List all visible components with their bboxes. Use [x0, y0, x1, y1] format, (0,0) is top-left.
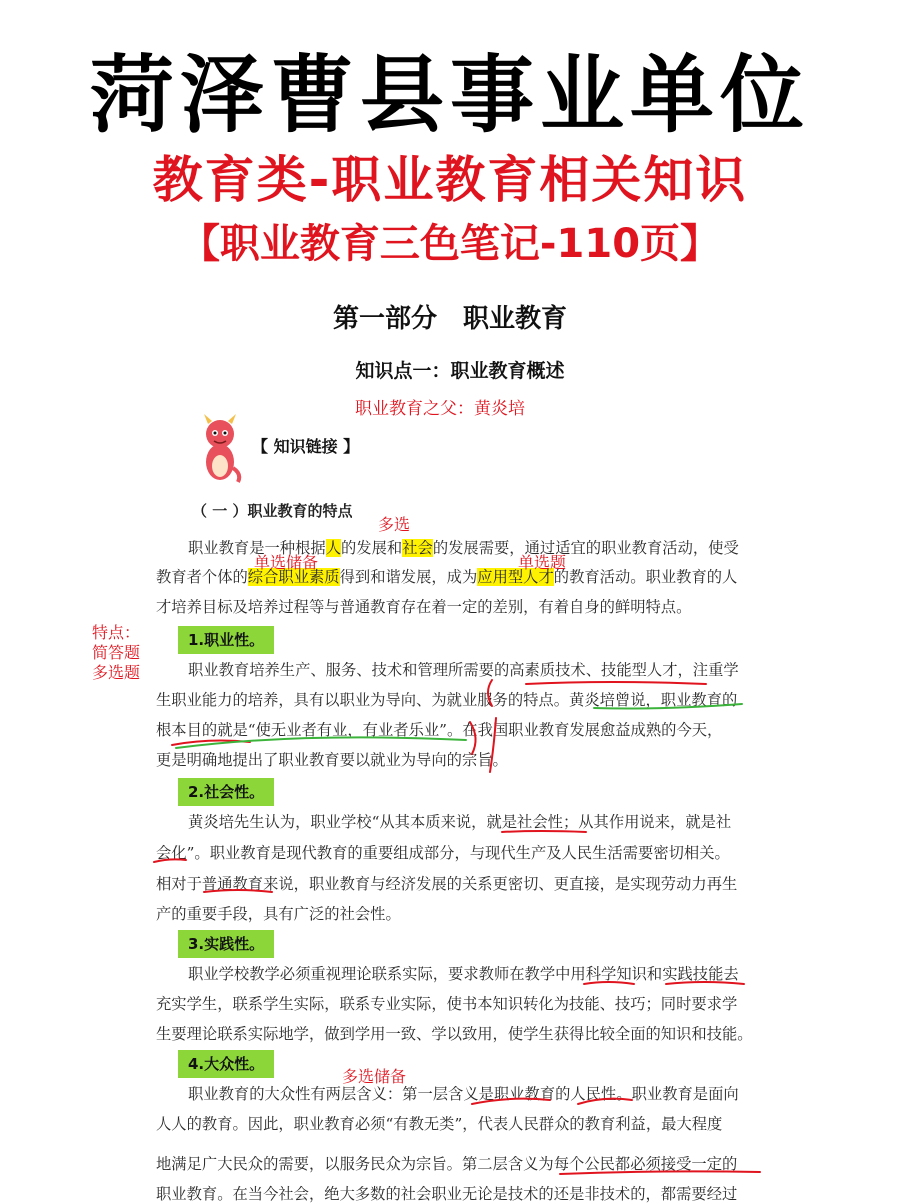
- badge-vocational: 1.职业性。: [178, 626, 274, 654]
- section-heading: （ 一 ）职业教育的特点: [192, 502, 353, 520]
- annotation-duoxuan-chubei: 多选储备: [342, 1067, 407, 1086]
- p3-line-3: 生要理论联系实际地学，做到学用一致、学以致用，使学生获得比较全面的知识和技能。: [156, 1025, 753, 1043]
- p2-line-3: 相对于普通教育来说，职业教育与经济发展的关系更密切、更直接，是实现劳动力再生: [156, 875, 738, 893]
- highlight-society: 社会: [402, 539, 433, 557]
- p1-line-3: 根本目的就是“使无业者有业，有业者乐业”。在我国职业教育发展愈益成熟的今天，: [156, 721, 723, 739]
- intro-line-3: 才培养目标及培养过程等与普通教育存在着一定的差别，有着自身的鲜明特点。: [156, 598, 692, 616]
- page-count-note: 【职业教育三色笔记-110页】: [179, 221, 721, 267]
- annotation-jiandati: 简答题: [92, 643, 141, 662]
- badge-practical: 3.实践性。: [178, 930, 274, 958]
- p3-line-2: 充实学生，联系学生实际，联系专业实际，使书本知识转化为技能、技巧；同时要求学: [156, 995, 738, 1013]
- annotation-danxuan-ti: 单选题: [518, 553, 567, 572]
- p2-line-1: 黄炎培先生认为，职业学校“从其本质来说，就是社会性；从其作用说来，就是社: [188, 813, 732, 831]
- intro-line-2: 教育者个体的综合职业素质得到和谐发展，成为应用型人才的教育活动。职业教育的人: [156, 568, 738, 586]
- intro-line-1: 职业教育是一种根据人的发展和社会的发展需要，通过适宜的职业教育活动，使受: [188, 539, 739, 557]
- p4-line-2: 人人的教育。因此，职业教育必须“有教无类”，代表人民群众的教育利益，最大程度: [156, 1115, 723, 1133]
- p1-line-1: 职业教育培养生产、服务、技术和管理所需要的高素质技术、技能型人才，注重学: [188, 661, 739, 679]
- dragon-mascot-icon: [196, 412, 244, 484]
- p1-line-2: 生职业能力的培养，具有以职业为导向、为就业服务的特点。黄炎培曾说，职业教育的: [156, 691, 738, 709]
- annotation-tedian: 特点：: [92, 623, 141, 642]
- p2-line-4: 产的重要手段，具有广泛的社会性。: [156, 905, 401, 923]
- annotation-danxuan-chubei: 单选储备: [254, 553, 319, 572]
- part-title: 第一部分 职业教育: [332, 304, 567, 334]
- p4-line-3: 地满足广大民众的需要，以服务民众为宗旨。第二层含义为每个公民都必须接受一定的: [156, 1155, 738, 1173]
- highlight-person: 人: [325, 539, 341, 557]
- subtitle: 教育类-职业教育相关知识: [152, 151, 748, 209]
- annotation-duoxuan: 多选: [378, 515, 411, 534]
- knowledge-link-label: 【 知识链接 】: [252, 437, 360, 456]
- badge-popular: 4.大众性。: [178, 1050, 274, 1078]
- highlight-quality: 综合职业素质: [247, 568, 340, 586]
- p4-line-4: 职业教育。在当今社会，绝大多数的社会职业无论是技术的还是非技术的，都需要经过: [156, 1185, 738, 1203]
- p3-line-1: 职业学校教学必须重视理论联系实际，要求教师在教学中用科学知识和实践技能去: [188, 965, 739, 983]
- annotation-duoxuanti: 多选题: [92, 663, 141, 682]
- father-of-vocational-education-note: 职业教育之父：黄炎培: [355, 399, 525, 419]
- p4-line-1: 职业教育的大众性有两层含义：第一层含义是职业教育的人民性。职业教育是面向: [188, 1085, 739, 1103]
- main-title: 菏泽曹县事业单位: [89, 46, 810, 144]
- p1-line-4: 更是明确地提出了职业教育要以就业为导向的宗旨。: [156, 751, 508, 769]
- knowledge-point-title: 知识点一：职业教育概述: [355, 360, 565, 382]
- highlight-applied-talent: 应用型人才: [477, 568, 554, 586]
- p2-line-2: 会化”。职业教育是现代教育的重要组成部分，与现代生产及人民生活需要密切相关。: [156, 844, 730, 862]
- badge-social: 2.社会性。: [178, 778, 274, 806]
